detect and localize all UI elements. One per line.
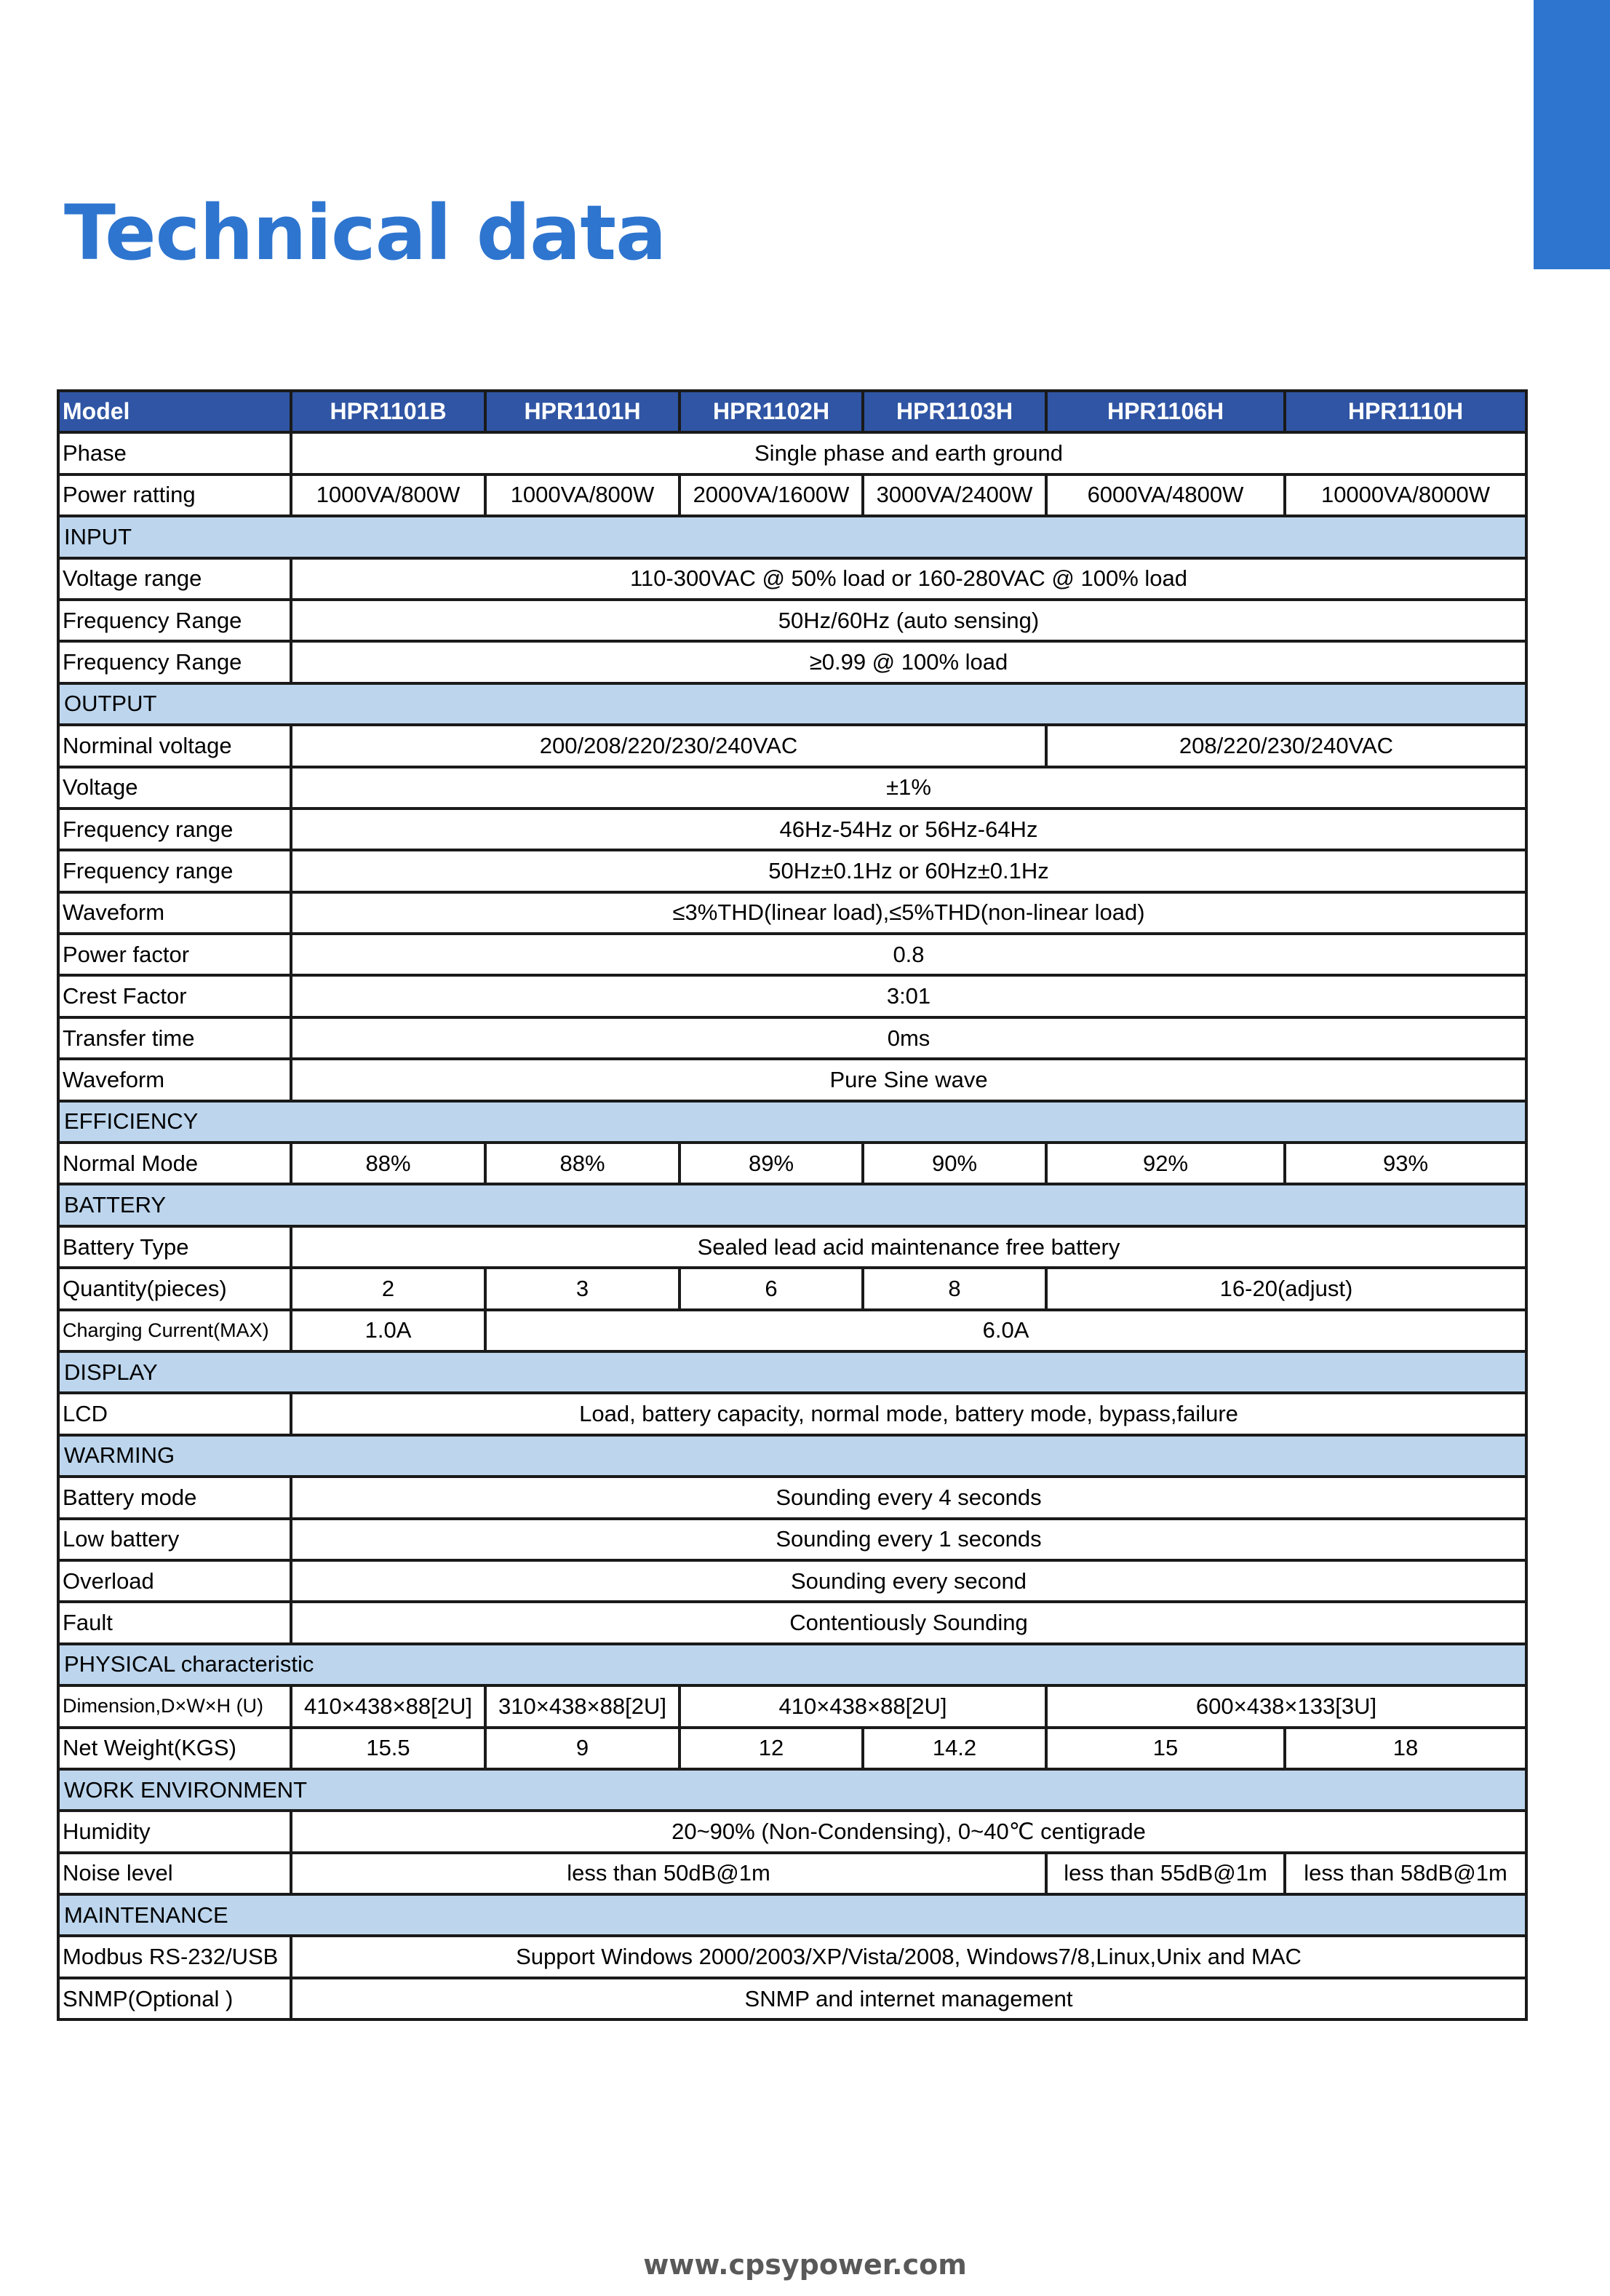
row-value: 2 xyxy=(291,1268,485,1309)
row-value: 0ms xyxy=(291,1017,1526,1059)
row-value: Sounding every 1 seconds xyxy=(291,1519,1526,1560)
row-label: LCD xyxy=(58,1393,291,1434)
model-header: HPR1101H xyxy=(485,391,680,432)
section-title: BATTERY xyxy=(58,1184,1526,1226)
model-header: HPR1110H xyxy=(1285,391,1526,432)
row-value: 46Hz-54Hz or 56Hz-64Hz xyxy=(291,809,1526,850)
section-header-output xyxy=(58,683,1526,725)
row-value: 1000VA/800W xyxy=(291,474,485,516)
row-value: 92% xyxy=(1046,1143,1285,1184)
row-value: less than 55dB@1m xyxy=(1046,1853,1285,1894)
row-value: 410×438×88[2U] xyxy=(680,1685,1046,1727)
row-label: Waveform xyxy=(58,892,291,934)
row-value: Single phase and earth ground xyxy=(291,432,1526,474)
section-title: EFFICIENCY xyxy=(58,1101,1526,1143)
row-label: Battery mode xyxy=(58,1477,291,1518)
table-row xyxy=(58,1728,1526,1769)
model-header: HPR1106H xyxy=(1046,391,1285,432)
technical-data-table xyxy=(57,389,1528,2021)
row-value: 3:01 xyxy=(291,975,1526,1017)
table-row xyxy=(58,1268,1526,1309)
row-value: less than 50dB@1m xyxy=(291,1853,1046,1894)
section-header-physical xyxy=(58,1644,1526,1685)
table-row xyxy=(58,975,1526,1017)
row-value: Sounding every 4 seconds xyxy=(291,1477,1526,1518)
row-value: 20~90% (Non-Condensing), 0~40℃ centigrade xyxy=(291,1811,1526,1852)
row-label: Humidity xyxy=(58,1811,291,1852)
row-label: Crest Factor xyxy=(58,975,291,1017)
row-value: 18 xyxy=(1285,1728,1526,1769)
row-value: less than 58dB@1m xyxy=(1285,1853,1526,1894)
row-value: 14.2 xyxy=(863,1728,1046,1769)
row-value: 15 xyxy=(1046,1728,1285,1769)
section-title: WARMING xyxy=(58,1435,1526,1477)
table-row xyxy=(58,1519,1526,1560)
section-title: DISPLAY xyxy=(58,1351,1526,1393)
row-label: Waveform xyxy=(58,1059,291,1100)
row-label: Modbus RS-232/USB xyxy=(58,1936,291,1977)
model-header: HPR1103H xyxy=(863,391,1046,432)
row-label: Charging Current(MAX) xyxy=(58,1310,291,1351)
row-value: 208/220/230/240VAC xyxy=(1046,725,1526,766)
row-value: ≤3%THD(linear load),≤5%THD(non-linear load) xyxy=(291,892,1526,934)
row-label: Transfer time xyxy=(58,1017,291,1059)
row-value: 6.0A xyxy=(485,1310,1526,1351)
row-label: SNMP(Optional ) xyxy=(58,1978,291,2019)
section-header-work-environment xyxy=(58,1769,1526,1811)
row-value: 6000VA/4800W xyxy=(1046,474,1285,516)
row-label: Battery Type xyxy=(58,1226,291,1268)
table-header-row xyxy=(58,391,1526,432)
row-label: Power ratting xyxy=(58,474,291,516)
section-title: PHYSICAL characteristic xyxy=(58,1644,1526,1685)
header-label: Model xyxy=(58,391,291,432)
section-title: INPUT xyxy=(58,516,1526,557)
row-label: Normal Mode xyxy=(58,1143,291,1184)
table-row xyxy=(58,1936,1526,1977)
model-header: HPR1102H xyxy=(680,391,863,432)
row-value: 93% xyxy=(1285,1143,1526,1184)
row-value: 8 xyxy=(863,1268,1046,1309)
row-value: Contentiously Sounding xyxy=(291,1602,1526,1643)
table-row xyxy=(58,892,1526,934)
table-row xyxy=(58,1059,1526,1100)
row-value: 15.5 xyxy=(291,1728,485,1769)
row-label: Dimension,D×W×H (U) xyxy=(58,1685,291,1727)
row-value: 88% xyxy=(291,1143,485,1184)
row-value: 2000VA/1600W xyxy=(680,474,863,516)
row-label: Noise level xyxy=(58,1853,291,1894)
row-value: Support Windows 2000/2003/XP/Vista/2008, Windows7/8,Linux,Unix and MAC xyxy=(291,1936,1526,1977)
row-label: Power factor xyxy=(58,934,291,975)
row-value: SNMP and internet management xyxy=(291,1978,1526,2019)
table-row xyxy=(58,1560,1526,1602)
row-value: 600×438×133[3U] xyxy=(1046,1685,1526,1727)
row-value: Sealed lead acid maintenance free battery xyxy=(291,1226,1526,1268)
table-row xyxy=(58,1143,1526,1184)
section-header-input xyxy=(58,516,1526,557)
table-row xyxy=(58,558,1526,600)
row-label: Voltage xyxy=(58,767,291,809)
row-value: 6 xyxy=(680,1268,863,1309)
row-value: 90% xyxy=(863,1143,1046,1184)
row-value: Load, battery capacity, normal mode, battery mode, bypass,failure xyxy=(291,1393,1526,1434)
table-row xyxy=(58,934,1526,975)
table-row xyxy=(58,850,1526,891)
row-value: 50Hz/60Hz (auto sensing) xyxy=(291,600,1526,641)
table-row xyxy=(58,767,1526,809)
table-row xyxy=(58,809,1526,850)
row-label: Low battery xyxy=(58,1519,291,1560)
section-title: OUTPUT xyxy=(58,683,1526,725)
row-value: 89% xyxy=(680,1143,863,1184)
row-value: 410×438×88[2U] xyxy=(291,1685,485,1727)
footer-url: www.cpsypower.com xyxy=(643,2249,967,2281)
row-label: Frequency Range xyxy=(58,641,291,683)
row-value: 88% xyxy=(485,1143,680,1184)
table-row xyxy=(58,1393,1526,1434)
row-value: 200/208/220/230/240VAC xyxy=(291,725,1046,766)
section-title: WORK ENVIRONMENT xyxy=(58,1769,1526,1811)
row-label: Overload xyxy=(58,1560,291,1602)
section-header-warming xyxy=(58,1435,1526,1477)
corner-accent-bar xyxy=(1534,0,1610,269)
row-value: Sounding every second xyxy=(291,1560,1526,1602)
table-row xyxy=(58,1811,1526,1852)
row-label: Norminal voltage xyxy=(58,725,291,766)
section-header-battery xyxy=(58,1184,1526,1226)
table-row xyxy=(58,600,1526,641)
row-value: 3000VA/2400W xyxy=(863,474,1046,516)
row-value: 50Hz±0.1Hz or 60Hz±0.1Hz xyxy=(291,850,1526,891)
row-label: Voltage range xyxy=(58,558,291,600)
section-header-display xyxy=(58,1351,1526,1393)
row-value: 1.0A xyxy=(291,1310,485,1351)
row-label: Net Weight(KGS) xyxy=(58,1728,291,1769)
row-label: Frequency range xyxy=(58,850,291,891)
model-header: HPR1101B xyxy=(291,391,485,432)
row-value: 10000VA/8000W xyxy=(1285,474,1526,516)
row-value: 12 xyxy=(680,1728,863,1769)
row-label: Frequency range xyxy=(58,809,291,850)
row-value: 0.8 xyxy=(291,934,1526,975)
row-value: 1000VA/800W xyxy=(485,474,680,516)
row-value: 110-300VAC @ 50% load or 160-280VAC @ 100% load xyxy=(291,558,1526,600)
row-value: Pure Sine wave xyxy=(291,1059,1526,1100)
table-row xyxy=(58,641,1526,683)
row-value: 16-20(adjust) xyxy=(1046,1268,1526,1309)
table-row xyxy=(58,1477,1526,1518)
row-value: 9 xyxy=(485,1728,680,1769)
section-title: MAINTENANCE xyxy=(58,1894,1526,1936)
table-row xyxy=(58,725,1526,766)
row-value: ±1% xyxy=(291,767,1526,809)
row-label: Fault xyxy=(58,1602,291,1643)
row-value: 310×438×88[2U] xyxy=(485,1685,680,1727)
row-value: ≥0.99 @ 100% load xyxy=(291,641,1526,683)
page-title: Technical data xyxy=(64,188,666,277)
table-row xyxy=(58,1853,1526,1894)
table-row xyxy=(58,1602,1526,1643)
table-row xyxy=(58,1017,1526,1059)
table-row xyxy=(58,1226,1526,1268)
table-row xyxy=(58,474,1526,516)
table-row xyxy=(58,1978,1526,2019)
section-header-efficiency xyxy=(58,1101,1526,1143)
row-label: Frequency Range xyxy=(58,600,291,641)
table-row xyxy=(58,1685,1526,1727)
section-header-maintenance xyxy=(58,1894,1526,1936)
table-row xyxy=(58,432,1526,474)
table-row xyxy=(58,1310,1526,1351)
row-label: Phase xyxy=(58,432,291,474)
row-value: 3 xyxy=(485,1268,680,1309)
row-label: Quantity(pieces) xyxy=(58,1268,291,1309)
